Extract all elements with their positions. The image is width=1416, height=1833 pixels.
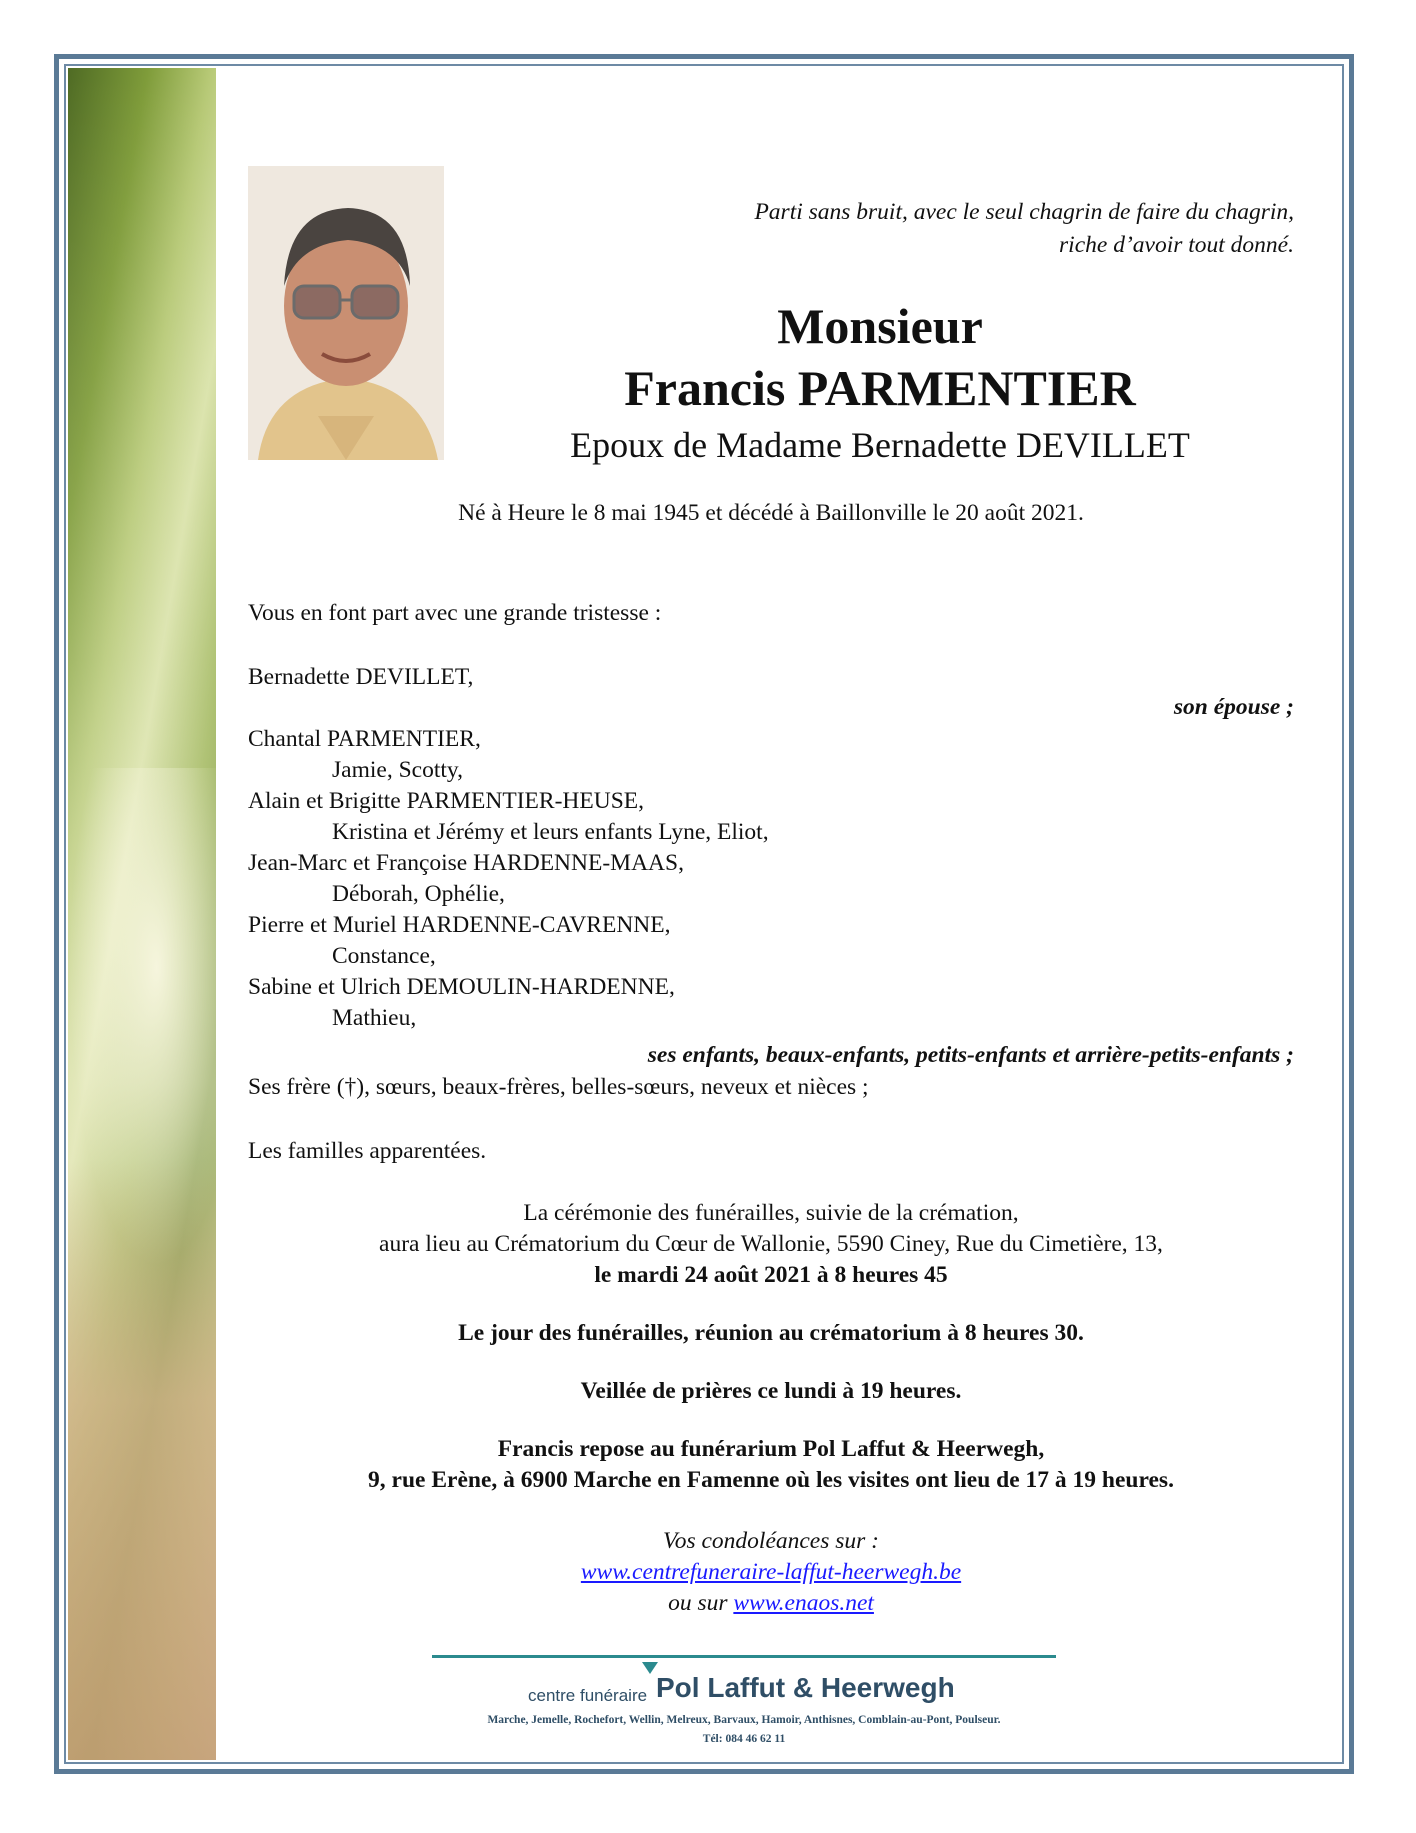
title-monsieur: Monsieur: [777, 298, 983, 354]
or-label: ou sur: [668, 1590, 728, 1616]
intro-line: Vous en font part avec une grande tristesse :: [248, 600, 662, 626]
logo-name: Pol Laffut & Heerwegh: [656, 1672, 955, 1703]
portrait-illustration: [248, 166, 444, 460]
logo-places: Marche, Jemelle, Rochefort, Wellin, Melreux, Barvaux, Hamoir, Anthisnes, Comblain-au-Pont, Poulseur.: [487, 1714, 1001, 1726]
grandchildren-4: Constance,: [332, 943, 436, 969]
condolences-label: Vos condoléances sur :: [662, 1528, 880, 1554]
rest-line-2: 9, rue Erène, à 6900 Marche en Famenne où les visites ont lieu de 17 à 19 heures.: [368, 1467, 1174, 1493]
child-3: Jean-Marc et Françoise HARDENNE-MAAS,: [248, 850, 684, 876]
grandchildren-5: Mathieu,: [332, 1005, 417, 1031]
logo-subtitle: centre funéraire: [528, 1686, 648, 1705]
path-ground: [68, 1160, 216, 1760]
rest-line-1: Francis repose au funérarium Pol Laffut & Heerwegh,: [497, 1436, 1045, 1462]
epitaph-quote: [594, 196, 1294, 262]
child-1: Chantal PARMENTIER,: [248, 726, 481, 752]
quote-line-2: riche d’avoir tout donné.: [1059, 232, 1294, 258]
spouse-name: Bernadette DEVILLET,: [248, 664, 474, 690]
spouse-role: son épouse ;: [1173, 694, 1294, 720]
vigil-line: Veillée de prières ce lundi à 19 heures.: [580, 1378, 962, 1404]
grandchildren-1: Jamie, Scotty,: [332, 757, 463, 783]
birth-death-line: Né à Heure le 8 mai 1945 et décédé à Baillonville le 20 août 2021.: [458, 500, 1084, 526]
condolences-link-row: [248, 1557, 1294, 1588]
child-5: Sabine et Ulrich DEMOULIN-HARDENNE,: [248, 974, 675, 1000]
children-role: ses enfants, beaux-enfants, petits-enfants et arrière-petits-enfants ;: [647, 1042, 1294, 1068]
ceremony-date: le mardi 24 août 2021 à 8 heures 45: [594, 1262, 948, 1288]
meeting-line: Le jour des funérailles, réunion au crématorium à 8 heures 30.: [458, 1320, 1084, 1346]
ceremony-line-2: aura lieu au Crématorium du Cœur de Wallonie, 5590 Ciney, Rue du Cimetière, 13,: [379, 1231, 1163, 1257]
ceremony-line-1: La cérémonie des funérailles, suivie de la crémation,: [523, 1200, 1019, 1226]
logo-phone: Tél: 084 46 62 11: [702, 1733, 786, 1745]
condolences-link-2[interactable]: www.enaos.net: [733, 1590, 874, 1616]
glasses-left: [294, 286, 340, 318]
condolences-link-1[interactable]: www.centrefuneraire-laffut-heerwegh.be: [580, 1559, 962, 1585]
condolences-link-row-2: [248, 1588, 1294, 1619]
deceased-name: Francis PARMENTIER: [624, 360, 1136, 416]
logo-rule: [432, 1655, 1056, 1658]
glasses-right: [352, 286, 398, 318]
relatives-line: Les familles apparentées.: [248, 1138, 487, 1164]
child-2: Alain et Brigitte PARMENTIER-HEUSE,: [248, 788, 645, 814]
spouse-line: Epoux de Madame Bernadette DEVILLET: [570, 425, 1190, 465]
forest-path-image: [68, 68, 216, 1760]
quote-line-1: Parti sans bruit, avec le seul chagrin de faire du chagrin,: [754, 199, 1294, 225]
grandchildren-2: Kristina et Jérémy et leurs enfants Lyne, Eliot,: [332, 819, 769, 845]
siblings-line: Ses frère (†), sœurs, beaux-frères, belles-sœurs, neveux et nièces ;: [248, 1074, 869, 1100]
child-4: Pierre et Muriel HARDENNE-CAVRENNE,: [248, 912, 671, 938]
grandchildren-3: Déborah, Ophélie,: [332, 881, 505, 907]
portrait-photo: [248, 166, 444, 460]
